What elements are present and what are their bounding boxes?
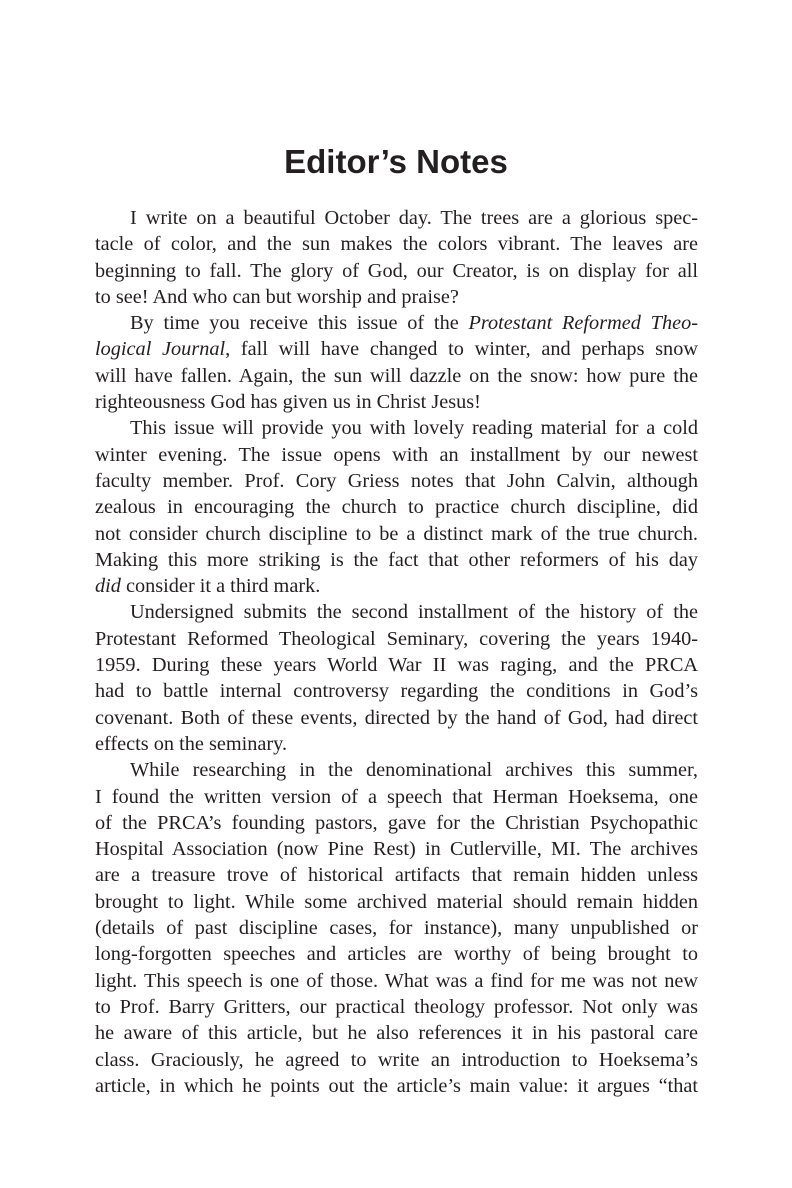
text-segment: zealous in encouraging the church to practice church discipline, did [95, 496, 698, 519]
text-line [95, 389, 698, 415]
text-line [95, 494, 698, 520]
text-line [95, 994, 698, 1020]
text-segment: consider it a third mark. [120, 575, 321, 598]
text-line [95, 599, 698, 625]
text-line [95, 573, 698, 599]
page-title: Editor’s Notes [284, 143, 508, 180]
text-segment: , fall will have changed to winter, and perhaps snow [225, 338, 698, 361]
text-line [95, 626, 698, 652]
text-line [95, 521, 698, 547]
text-line [95, 836, 698, 862]
text-segment: will have fallen. Again, the sun will dazzle on the snow: how pure the [95, 364, 698, 387]
text-line [95, 468, 698, 494]
text-line [95, 363, 698, 389]
text-segment: faculty member. Prof. Cory Griess notes that John Calvin, although [95, 469, 698, 492]
text-segment: While researching in the denominational archives this summer, [130, 759, 698, 782]
text-line [95, 415, 698, 441]
text-segment: righteousness God has given us in Christ Jesus! [95, 391, 481, 414]
text-segment: By time you receive this issue of the [130, 312, 469, 335]
text-segment: Hospital Association (now Pine Rest) in Cutlerville, MI. The archives [95, 838, 698, 861]
text-line [95, 1073, 698, 1099]
text-segment: Making this more striking is the fact that other reformers of his day [95, 548, 698, 571]
text-line [95, 889, 698, 915]
text-segment: This issue will provide you with lovely reading material for a cold [130, 417, 698, 440]
text-line [95, 442, 698, 468]
text-line [95, 258, 698, 284]
text-line [95, 941, 698, 967]
text-line [95, 1020, 698, 1046]
text-segment: Protestant Reformed Theological Seminary, covering the years 1940- [95, 627, 698, 650]
text-segment: to see! And who can but worship and praise? [95, 285, 459, 308]
text-segment: class. Graciously, he agreed to write an introduction to Hoeksema’s [95, 1048, 698, 1071]
text-line [95, 310, 698, 336]
text-line [95, 862, 698, 888]
text-segment: brought to light. While some archived material should remain hidden [95, 890, 698, 913]
text-segment: tacle of color, and the sun makes the colors vibrant. The leaves are [95, 233, 698, 256]
text-segment: are a treasure trove of historical artifacts that remain hidden unless [95, 864, 698, 887]
text-segment: article, in which he points out the article’s main value: it argues “that [95, 1074, 698, 1097]
text-line [95, 705, 698, 731]
italic-text: Protestant Reformed Theo- [468, 312, 698, 335]
text-segment: he aware of this article, but he also references it in his pastoral care [95, 1022, 698, 1045]
text-segment: of the PRCA’s founding pastors, gave for the Christian Psychopathic [95, 811, 698, 834]
text-line [95, 678, 698, 704]
text-line [95, 1047, 698, 1073]
italic-text: did [95, 575, 121, 598]
text-segment: beginning to fall. The glory of God, our Creator, is on display for all [95, 259, 698, 282]
text-line [95, 205, 698, 231]
text-line [95, 757, 698, 783]
text-segment: long-forgotten speeches and articles are worthy of being brought to [95, 943, 698, 966]
text-segment: light. This speech is one of those. What was a find for me was not new [95, 969, 698, 992]
text-line [95, 547, 698, 573]
text-segment: covenant. Both of these events, directed by the hand of God, had direct [95, 706, 698, 729]
text-segment: had to battle internal controversy regarding the conditions in God’s [95, 680, 698, 703]
text-line [95, 968, 698, 994]
text-segment: effects on the seminary. [95, 732, 288, 755]
text-line [95, 810, 698, 836]
italic-text: logical Journal [95, 338, 226, 361]
text-segment: I write on a beautiful October day. The trees are a glorious spec- [130, 207, 698, 229]
text-line [95, 231, 698, 257]
text-segment: I found the written version of a speech that Herman Hoeksema, one [95, 785, 698, 808]
text-segment: to Prof. Barry Gritters, our practical theology professor. Not only was [95, 995, 698, 1018]
article-body [95, 205, 698, 1099]
text-segment: 1959. During these years World War II was raging, and the PRCA [95, 654, 698, 677]
text-segment: not consider church discipline to be a distinct mark of the true church. [95, 522, 698, 545]
text-line [95, 784, 698, 810]
text-segment: Undersigned submits the second installment of the history of the [130, 601, 698, 624]
text-line [95, 915, 698, 941]
text-line [95, 652, 698, 678]
text-line [95, 284, 698, 310]
text-line [95, 336, 698, 362]
text-line [95, 731, 698, 757]
text-segment: (details of past discipline cases, for instance), many unpublished or [95, 917, 698, 940]
text-segment: winter evening. The issue opens with an installment by our newest [95, 443, 698, 466]
